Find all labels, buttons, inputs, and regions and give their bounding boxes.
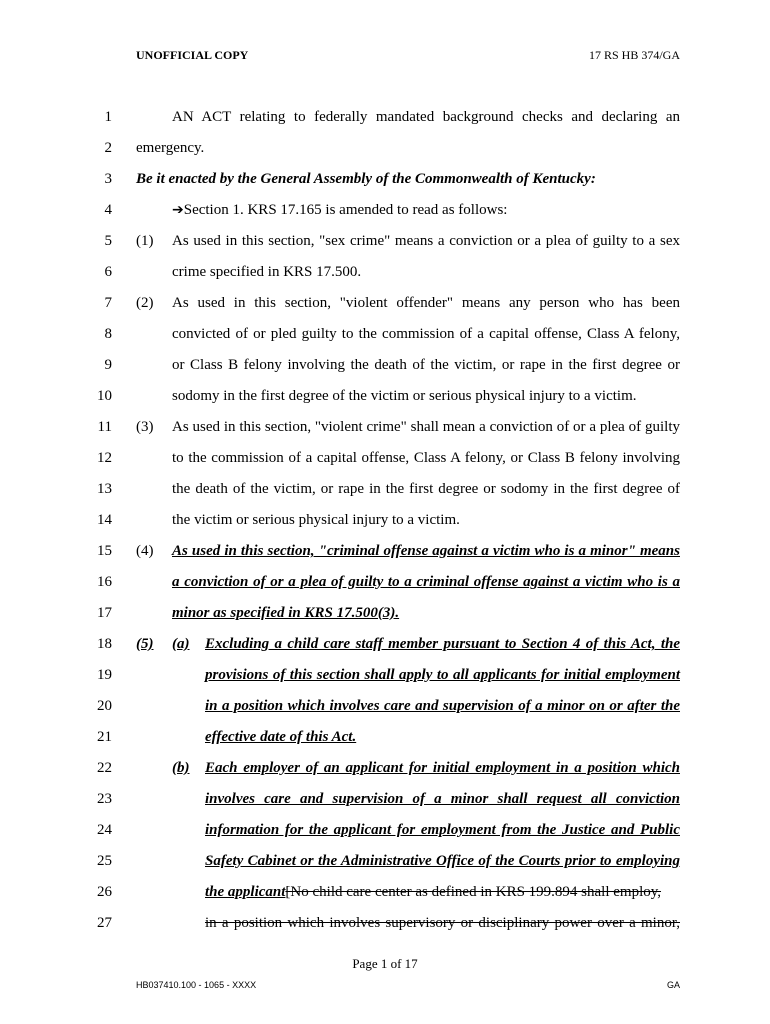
line-number: 21	[97, 729, 112, 745]
header-bill-id: 17 RS HB 374/GA	[588, 48, 680, 62]
line-number: 7	[104, 295, 112, 311]
inserted-text: information for the applicant for employment from the Justice and Public	[205, 822, 680, 838]
line-number: 19	[97, 667, 112, 683]
text-line	[0, 603, 770, 625]
line-number: 20	[97, 698, 112, 714]
text-line	[0, 882, 770, 904]
text-line	[0, 293, 770, 315]
line-text: the death of the victim, or rape in the first degree or sodomy in the first degree of	[172, 481, 680, 497]
line-number: 11	[97, 419, 112, 435]
text-line	[0, 696, 770, 718]
inserted-text: Excluding a child care staff member pursuant to Section 4 of this Act, the	[205, 636, 680, 652]
inserted-text: Safety Cabinet or the Administrative Office of the Courts prior to employing	[205, 853, 680, 869]
header-unofficial-copy: UNOFFICIAL COPY	[136, 48, 249, 62]
text-line	[0, 634, 770, 656]
line-text: crime specified in KRS 17.500.	[172, 264, 362, 280]
text-line	[0, 169, 770, 191]
text-line	[0, 665, 770, 687]
line-number: 27	[97, 915, 112, 931]
section-heading	[172, 200, 680, 220]
text-line	[0, 510, 770, 532]
inserted-text: provisions of this section shall apply to all applicants for initial employment	[205, 667, 680, 683]
deleted-text: [No child care center as defined in KRS 199.894 shall employ,	[285, 884, 662, 900]
inserted-text: involves care and supervision of a minor shall request all conviction	[205, 791, 680, 807]
inserted-text: As used in this section, "criminal offense against a victim who is a minor" means	[172, 543, 680, 559]
line-number: 4	[104, 202, 112, 218]
paragraph-label: (a)	[172, 636, 190, 652]
text-line	[0, 200, 770, 222]
text-line	[0, 386, 770, 408]
line-number: 13	[97, 481, 112, 497]
text-line	[0, 355, 770, 377]
line-text: to the commission of a capital offense, Class A felony, or Class B felony involving	[172, 450, 680, 466]
inserted-text: Each employer of an applicant for initial employment in a position which	[205, 760, 680, 776]
line-number: 3	[104, 171, 112, 187]
section-heading-text: Section 1. KRS 17.165 is amended to read as follows:	[183, 202, 508, 218]
line-number: 5	[104, 233, 112, 249]
line-text: convicted of or pled guilty to the commission of a capital offense, Class A felony,	[172, 326, 680, 342]
line-number: 18	[97, 636, 112, 652]
line-text: sodomy in the first degree of the victim or serious physical injury to a victim.	[172, 388, 637, 404]
text-line	[0, 138, 770, 160]
line-number: 25	[97, 853, 112, 869]
line-text: AN ACT relating to federally mandated background checks and declaring an	[172, 109, 680, 125]
text-line	[0, 231, 770, 253]
line-number: 1	[104, 109, 112, 125]
line-number: 24	[97, 822, 112, 838]
subsection-label: (4)	[136, 543, 154, 559]
line-text: As used in this section, "sex crime" means a conviction or a plea of guilty to a sex	[172, 233, 680, 249]
line-text: As used in this section, "violent offender" means any person who has been	[172, 295, 680, 311]
arrow-right-icon: ➔	[172, 202, 184, 218]
text-line	[0, 324, 770, 346]
subsection-label: (1)	[136, 233, 154, 249]
text-line	[0, 851, 770, 873]
line-text: emergency.	[136, 140, 205, 156]
line-text: or Class B felony involving the death of the victim, or rape in the first degree or	[172, 357, 680, 373]
line-number: 9	[104, 357, 112, 373]
line-text: As used in this section, "violent crime" shall mean a conviction of or a plea of guilty	[172, 419, 680, 435]
text-line	[0, 572, 770, 594]
line-number: 15	[97, 543, 112, 559]
line-number: 26	[97, 884, 112, 900]
line-number: 22	[97, 760, 112, 776]
text-line	[0, 448, 770, 470]
document-code: HB037410.100 - 1065 - XXXX	[136, 980, 257, 990]
text-line	[0, 262, 770, 284]
text-line	[0, 820, 770, 842]
line-number: 8	[104, 326, 112, 342]
line-number: 6	[104, 264, 112, 280]
mixed-line	[205, 882, 680, 902]
subsection-label: (3)	[136, 419, 154, 435]
text-line	[0, 758, 770, 780]
inserted-text: a conviction of or a plea of guilty to a criminal offense against a victim who is a	[172, 574, 680, 590]
inserted-text: minor as specified in KRS 17.500(3).	[172, 605, 400, 621]
text-line	[0, 107, 770, 129]
text-line	[0, 727, 770, 749]
line-text: the victim or serious physical injury to a victim.	[172, 512, 460, 528]
inserted-text: in a position which involves care and supervision of a minor on or after the	[205, 698, 680, 714]
enacting-clause: Be it enacted by the General Assembly of the Commonwealth of Kentucky:	[136, 171, 596, 187]
page-number: Page 1 of 17	[352, 956, 418, 971]
line-number: 16	[97, 574, 112, 590]
line-number: 14	[97, 512, 112, 528]
line-number: 10	[97, 388, 112, 404]
line-number: 12	[97, 450, 112, 466]
text-line	[0, 913, 770, 935]
inserted-text: the applicant	[205, 884, 286, 900]
subsection-label: (5)	[136, 636, 154, 652]
deleted-text: in a position which involves supervisory or disciplinary power over a minor,	[205, 915, 680, 931]
line-number: 23	[97, 791, 112, 807]
text-line	[0, 541, 770, 563]
inserted-text: effective date of this Act.	[205, 729, 357, 745]
line-number: 17	[97, 605, 112, 621]
subsection-label: (2)	[136, 295, 154, 311]
footer-ga: GA	[666, 980, 680, 990]
line-number: 2	[104, 140, 112, 156]
text-line	[0, 417, 770, 439]
text-line	[0, 479, 770, 501]
text-line	[0, 789, 770, 811]
paragraph-label: (b)	[172, 760, 190, 776]
